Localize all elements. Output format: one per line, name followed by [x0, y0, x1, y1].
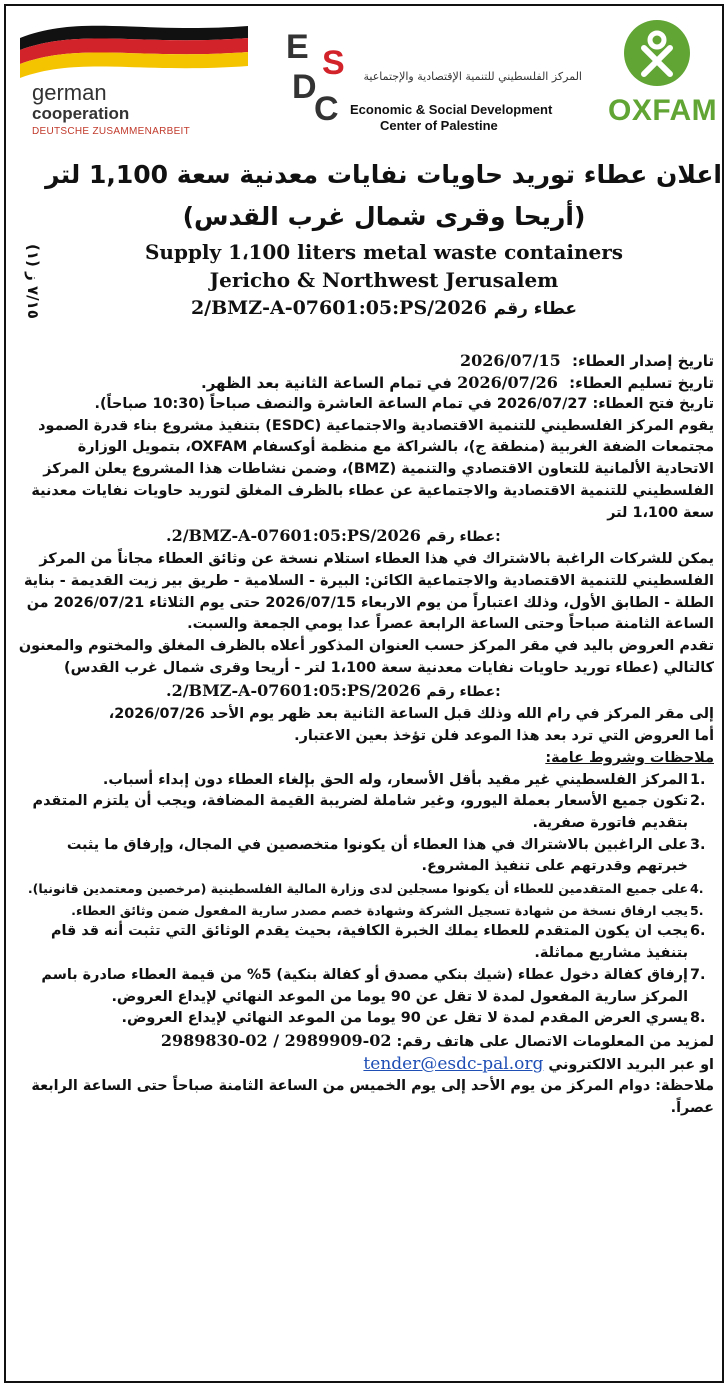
- oxfam-logo: [606, 18, 718, 138]
- esdc-letter-s: S: [322, 44, 345, 82]
- body-ref-label-2: عطاء رقم:: [426, 684, 501, 701]
- note-item: [16, 921, 714, 964]
- note-item: [16, 965, 714, 1008]
- notes-heading: ملاحظات وشروط عامة:: [545, 749, 714, 766]
- title-arabic-line2: (أريحا وقرى شمال غرب القدس): [182, 202, 586, 231]
- note-text: يجب ارفاق نسخة من شهادة تسجيل الشركة وشهادة خصم مصدر سارية المفعول ضمن وثائق العطاء.: [71, 902, 688, 918]
- title-ref-label: عطاء رقم: [493, 299, 578, 319]
- note-text: تكون جميع الأسعار بعملة اليورو، وغير شاملة لضريبة القيمة المضافة، ويجب أن يلتزم المتقدم بتقديم فاتورة صفرية.: [32, 793, 688, 831]
- delivery-date-value: 2026/07/26: [457, 373, 558, 392]
- issue-date-label: تاريخ إصدار العطاء:: [571, 352, 714, 370]
- esdc-arabic-name: المركز الفلسطيني للتنمية الإقتصادية والإجتماعية: [363, 70, 582, 83]
- note-number: 6.: [690, 923, 706, 940]
- opening-date-line: تاريخ فتح العطاء: 2026/07/27 في تمام الساعة العاشرة والنصف صباحاً (10:30 صباحاً).: [94, 396, 714, 412]
- office-hours-remark: ملاحظة: دوام المركز من يوم الأحد إلى يوم الخميس من الساعة الثامنة صباحاً حتى الساعة الرابعة عصراً.: [31, 1078, 714, 1117]
- body-ref-number-1: .2/BMZ-A-07601:05:PS/2026: [166, 526, 421, 546]
- title-reference: [46, 294, 722, 323]
- late-offers-paragraph: أما العروض التي ترد بعد هذا الموعد فلن تؤخذ بعين الاعتبار.: [294, 728, 714, 745]
- esdc-letter-e: E: [286, 28, 309, 66]
- contact-email-line: [16, 1054, 714, 1077]
- delivery-time-text: في تمام الساعة الثانية بعد الظهر.: [201, 374, 452, 392]
- note-text: إرفاق كفالة دخول عطاء (شيك بنكي مصدق أو كفالة بنكية) 5% من قيمة العطاء صادرة باسم المركز سارية المفعول لمدة لا تقل عن 90 يوما من الموعد النهائي لإيداع العروض.: [41, 966, 688, 1005]
- esdc-letters-icon: [282, 24, 372, 134]
- note-number: 1.: [690, 771, 706, 788]
- deadline-paragraph: إلى مقر المركز في رام الله وذلك قبل الساعة الثانية بعد ظهر يوم الأحد 2026/07/26،: [108, 706, 714, 723]
- oxfam-wordmark: OXFAM: [608, 94, 718, 127]
- title-ref-number: 2/BMZ-A-07601:05:PS/2026: [190, 297, 487, 319]
- side-note: (١) ٧/١٥ ز: [24, 244, 42, 319]
- title-arabic-line1: اعلان عطاء توريد حاويات نفايات معدنية سعة 1,100 لتر: [45, 160, 722, 189]
- note-number: 5.: [690, 902, 704, 918]
- note-text: يسري العرض المقدم لمدة لا تقل عن 90 يوما من الموعد النهائي لإيداع العروض.: [121, 1010, 688, 1027]
- german-logo-line2: cooperation: [32, 104, 130, 123]
- note-item: [16, 878, 714, 900]
- note-item: [16, 791, 714, 834]
- delivery-date-line: [16, 372, 714, 394]
- german-flag-ribbon-icon: [20, 20, 250, 82]
- esdc-letter-c: C: [314, 90, 339, 128]
- body-ref-label-1: عطاء رقم:: [426, 529, 501, 546]
- title-block: [46, 154, 722, 323]
- german-logo-line1: german: [32, 80, 107, 105]
- note-item: [16, 835, 714, 878]
- note-item: [16, 900, 714, 922]
- body-reference-line-1: [16, 524, 714, 549]
- intro-paragraph: يقوم المركز الفلسطيني للتنمية الاقتصادية والاجتماعية (ESDC) بتنفيذ مشروع بناء قدرة الصمود مجتمعات الضفة الغربية (منطقة ج)، بالشراكة مع منظمة أوكسفام OXFAM، بتمويل الوزارة الاتحادية الألمانية للتعاون الاقتصادي والتنمية (BMZ)، وضمن نشاطات هذا المشروع يعلن المركز الفلسطيني للتنمية الاقتصادية والاجتماعية عن عطاء بالظرف المغلق لتوريد حاويات نفايات معدنية سعة 1،100 لتر: [31, 417, 714, 521]
- note-item: [16, 770, 714, 792]
- body-reference-line-2: [16, 679, 714, 704]
- german-cooperation-logo: [20, 20, 250, 140]
- issue-date-line: [16, 350, 714, 372]
- note-text: المركز الفلسطيني غير مقيد بأقل الأسعار، وله الحق بإلغاء العطاء دون إبداء أسباب.: [102, 771, 688, 788]
- delivery-date-label: تاريخ تسليم العطاء:: [569, 374, 714, 392]
- logo-header: [6, 6, 722, 146]
- note-text: على جميع المتقدمين للعطاء أن يكونوا مسجلين لدى وزارة المالية الفلسطينية (مرخصين ومعتمدين قانونيا).: [27, 881, 688, 897]
- body-ref-number-2: .2/BMZ-A-07601:05:PS/2026: [166, 681, 421, 701]
- esdc-letter-d: D: [292, 68, 317, 106]
- issue-date-value: 2026/07/15: [459, 351, 561, 370]
- submission-paragraph: تقدم العروض باليد في مقر المركز حسب العنوان المذكور أعلاه بالظرف المغلق والمختوم والمعنون كالتالي (عطاء توريد حاويات نفايات معدنية سعة 1،100 لتر - أريحا وقرى شمال غرب القدس): [18, 638, 714, 676]
- contact-phone-line: [16, 1030, 714, 1054]
- contact-phone-numbers: 02-2989909 / 02-2989830: [160, 1030, 392, 1050]
- note-item: [16, 1008, 714, 1030]
- esdc-logo: [282, 24, 582, 139]
- documents-paragraph: يمكن للشركات الراغبة بالاشتراك في هذا العطاء استلام نسخة عن وثائق العطاء مجاناً من المركز الفلسطيني للتنمية الاقتصادية والاجتماعية الكائن: البيرة - السلامية - طريق بير زيت القديمة - بناية الطلة - الطابق الأول، وذلك اعتباراً من يوم الاربعاء 2026/07/15 حتى يوم الثلاثاء 2026/07/21 من الساعة الثامنة صباحاً وحتى الساعة الرابعة عصراً عدا يومي الجمعة والسبت.: [23, 551, 714, 633]
- german-logo-line3: DEUTSCHE ZUSAMMENARBEIT: [32, 126, 191, 137]
- title-english-line2: Jericho & Northwest Jerusalem: [209, 268, 559, 292]
- note-number: 3.: [690, 836, 706, 853]
- note-number: 8.: [690, 1010, 706, 1027]
- contact-email-label: او عبر البريد الالكتروني: [548, 1056, 714, 1073]
- note-number: 4.: [690, 881, 704, 897]
- announcement-body: [16, 350, 714, 1120]
- note-number: 7.: [690, 966, 706, 983]
- tender-announcement-page: [4, 4, 724, 1383]
- oxfam-circle-icon: [624, 20, 690, 86]
- title-english-line1: Supply 1،100 liters metal waste containers: [144, 240, 624, 264]
- esdc-english-line1: Economic & Social Development: [350, 102, 553, 117]
- contact-email-link[interactable]: tender@esdc-pal.org: [363, 1053, 544, 1074]
- note-text: يجب ان يكون المتقدم للعطاء يملك الخبرة الكافية، بحيث يقدم الوثائق التي تثبت أنه قد قام بتنفيذ مشاريع مماثلة.: [50, 923, 688, 962]
- contact-phone-label: لمزيد من المعلومات الاتصال على هاتف رقم:: [396, 1033, 714, 1050]
- notes-list: [16, 770, 714, 1030]
- note-text: على الراغبين بالاشتراك في هذا العطاء أن يكونوا متخصصين في المجال، وإرفاق ما يثبت خبرتهم وقدرتهم على تنفيذ المشروع.: [66, 836, 688, 875]
- note-number: 2.: [690, 793, 706, 810]
- esdc-english-line2: Center of Palestine: [380, 118, 498, 133]
